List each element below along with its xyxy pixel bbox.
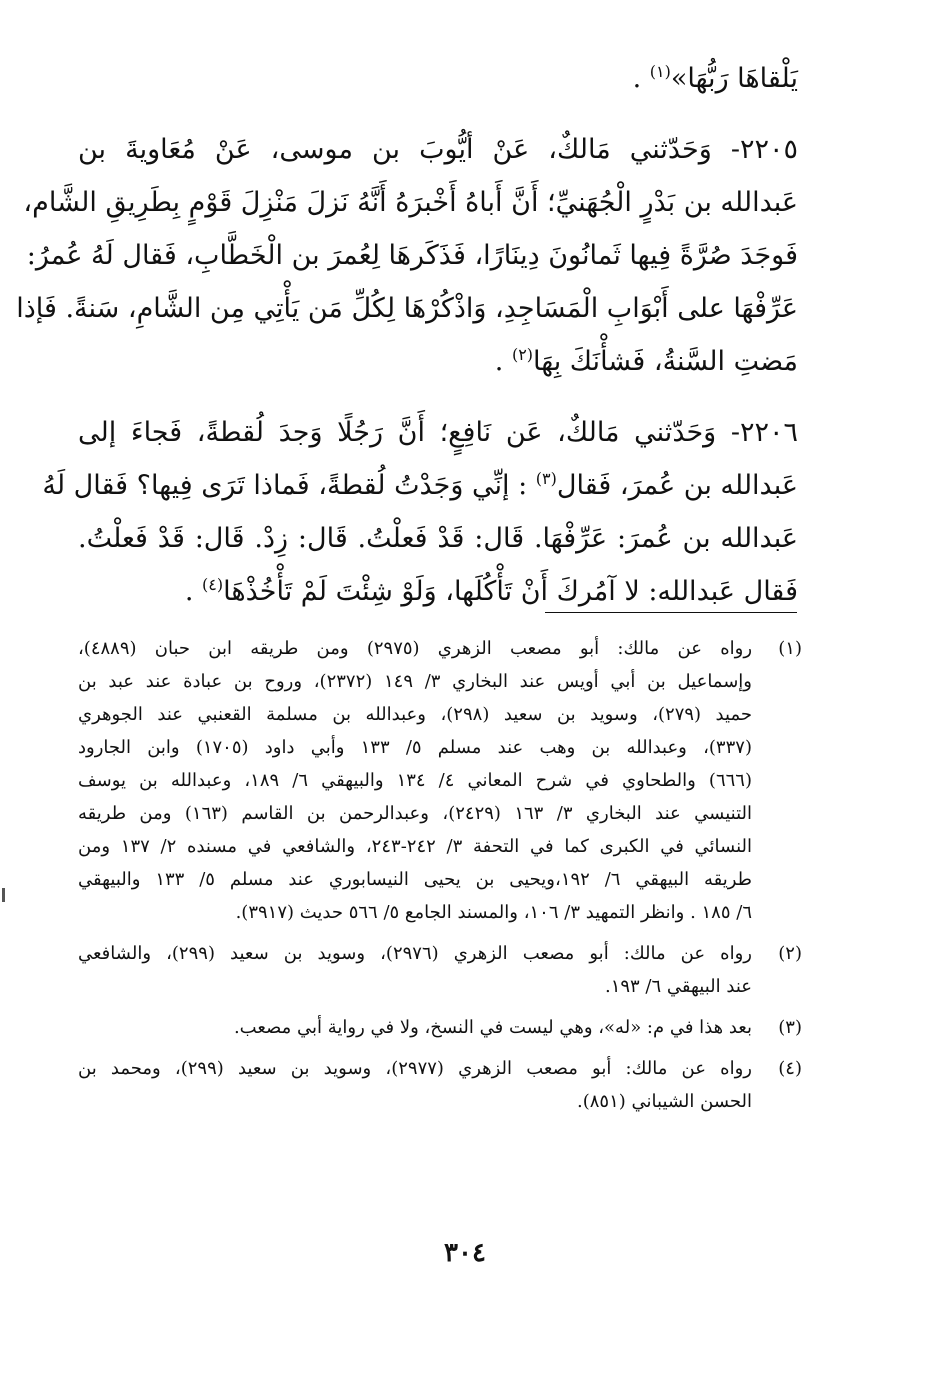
footnote-line: بعد هذا في م: «له»، وهي ليست في النسخ، ولا في رواية أبي مصعب.: [233, 1017, 752, 1038]
text-line: عَرِّفْهَا على أَبْوَابِ الْمَسَاجِدِ، وَاذْكُرْهَا لِكُلِّ مَن يَأْتِي مِن الشَّامِ، سَنةً. فَإذا: [16, 293, 798, 324]
footnote-line: حميد (٢٧٩)، وسويد بن سعيد (٢٩٨)، وعبدالله بن مسلمة القعنبي عند الجوهري: [78, 704, 752, 725]
text-line: فَقال عَبدالله: لا آمُركَ أَنْ تَأْكُلَها، وَلَوْ شِئْتَ لَمْ تَأْخُذْهَا$^{(٤)}$ .: [184, 575, 798, 607]
text-line: عَبدالله بن عُمرَ: عَرِّفْهَا. قَال: قَدْ فَعلْتُ. قَال: زِدْ. قَال: قَدْ فَعلْتُ.: [78, 523, 798, 554]
footnote-number: (٤): [778, 1058, 802, 1079]
footnote-line: طريقه البيهقي ٦/ ١٩٢،ويحيى بن يحيى النيسابوري عند مسلم ٥/ ١٣٣ والبيهقي: [78, 869, 752, 890]
main-text: [16, 52, 798, 618]
footnote-ref: (٣): [535, 469, 557, 488]
footnote-3: [78, 1011, 802, 1044]
footnote-line: رواه عن مالك: أبو مصعب الزهري (٢٩٧٧)، وسويد بن سعيد (٢٩٩)، ومحمد بن: [78, 1058, 752, 1079]
footnote-line: رواه عن مالك: أبو مصعب الزهري (٢٩٧٦)، وسويد بن سعيد (٢٩٩)، والشافعي: [78, 943, 752, 964]
text-line: يَلْقاهَا رَبُّهَا»$^{(١)}$ .: [632, 62, 798, 94]
footnotes: [78, 632, 802, 1126]
footnote-line: عند البيهقي ٦/ ١٩٣.: [604, 976, 752, 997]
text-line: ٢٢٠٥- وَحَدّثني مَالكٌ، عَنْ أيُّوبَ بن موسى، عَنْ مُعَاويةَ بن: [78, 134, 798, 165]
hadith-2206: [42, 406, 798, 618]
footnote-ref: (٢): [511, 345, 534, 364]
footnote-ref: (٤): [202, 575, 224, 594]
opening-line: [78, 52, 798, 105]
footnote-1: [78, 632, 802, 929]
text-line: ٢٢٠٦- وَحَدّثني مَالكٌ، عَن نَافِعٍ؛ أَنَّ رَجُلًا وَجدَ لُقطةً، فَجاءَ إلى: [78, 417, 798, 448]
hadith-2205: [16, 123, 798, 388]
footnote-number: (٣): [778, 1017, 802, 1038]
footnote-line: التنيسي عند البخاري ٣/ ١٦٣ (٢٤٢٩)، وعبدالرحمن بن القاسم (١٦٣) ومن طريقه: [78, 803, 753, 824]
footnote-line: وإسماعيل بن أبي أويس عند البخاري ٣/ ١٤٩ (٢٣٧٢)، وروح بن عبادة عند عبد بن: [78, 671, 752, 692]
footnote-line: ٦/ ١٨٥ . وانظر التمهيد ٣/ ١٠٦، والمسند الجامع ٥/ ٥٦٦ حديث (٣٩١٧).: [235, 902, 752, 923]
page-number: ٣٠٤: [444, 1238, 486, 1268]
footnote-line: رواه عن مالك: أبو مصعب الزهري (٢٩٧٥) ومن طريقه ابن حبان (٤٨٨٩)،: [78, 638, 753, 659]
footnote-number: (٢): [778, 943, 802, 964]
footnote-number: (١): [778, 638, 802, 659]
footnote-line: (٦٦٦) والطحاوي في شرح المعاني ٤/ ١٣٤ والبيهقي ٦/ ١٨٩، وعبدالله بن يوسف: [78, 770, 752, 791]
footnote-line: النسائي في الكبرى كما في التحفة ٣/ ٢٤٢-٢٤٣، والشافعي في مسنده ٢/ ١٣٧ ومن: [78, 836, 753, 857]
text-line: فَوجَدَ صُرَّةً فِيها ثَمانُونَ دِينَارًا، فَذَكَرهَا لِعُمرَ بن الْخَطَّابِ، فَقال لَهُ عُمرُ:: [26, 240, 798, 271]
footnote-ref: (١): [649, 62, 671, 81]
footnote-2: [78, 937, 802, 1003]
text-line: عَبدالله بن عُمرَ، فَقال$^{(٣)}$ : إنِّي وَجَدْتُ لُقطةً، فَماذا تَرَى فِيها؟ فَقال لَهُ: [42, 469, 798, 501]
scan-edge-mark: [2, 888, 5, 902]
text-line: مَضتِ السَّنةُ، فَشأْنَكَ بِهَا$^{(٢)}$ .: [494, 345, 798, 377]
text-line: عَبدالله بن بَدْرٍ الْجُهَنيِّ؛ أَنَّ أَباهُ أَخْبرَهُ أَنَّهُ نَزلَ مَنْزِلَ قَوْمٍ بِطَرِيقِ الشَّام،: [23, 187, 798, 218]
footnote-separator: [545, 612, 797, 613]
footnote-line: الحسن الشيباني (٨٥١).: [577, 1091, 752, 1112]
footnote-line: (٣٣٧)، وعبدالله بن وهب عند مسلم ٥/ ١٣٣ وأبي داود (١٧٠٥) وابن الجارود: [78, 737, 752, 758]
footnote-4: [78, 1052, 802, 1118]
